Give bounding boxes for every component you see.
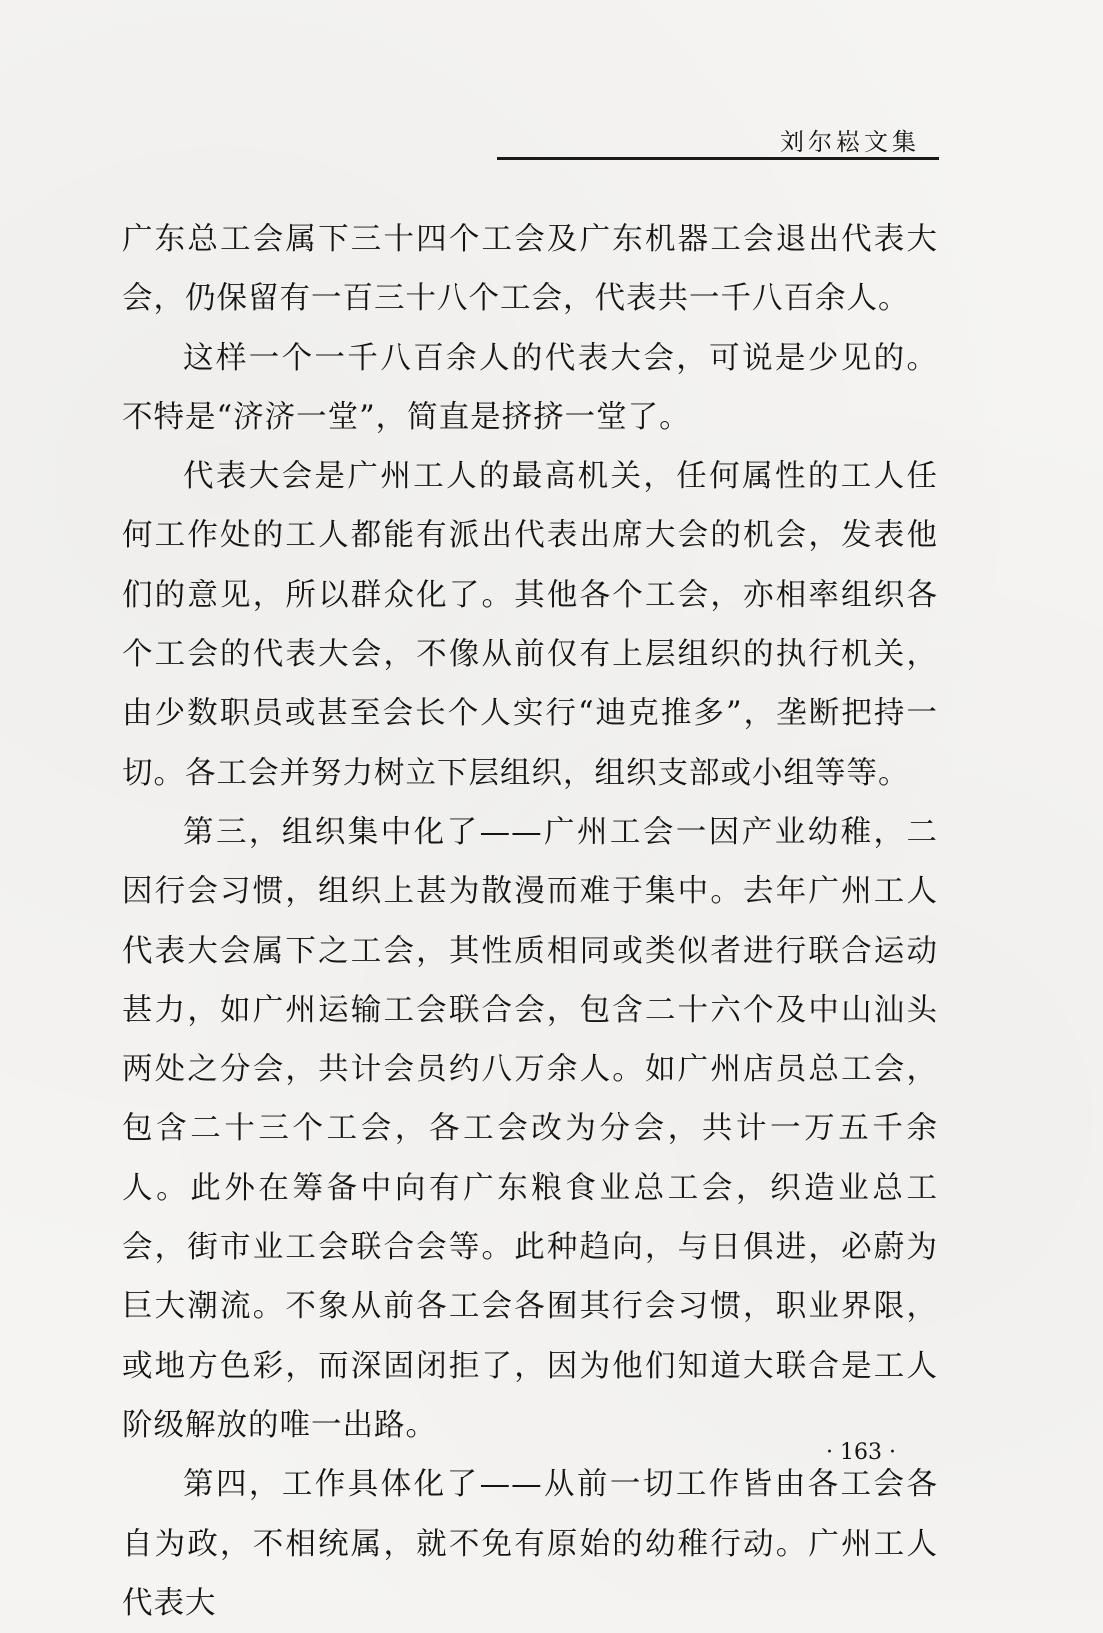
paragraph-1: 广东总工会属下三十四个工会及广东机器工会退出代表大会，仍保留有一百三十八个工会，代表共一千八百余人。 <box>122 222 938 317</box>
header-rule <box>497 157 939 160</box>
running-head-title: 刘尔崧文集 <box>780 128 920 156</box>
paragraph-5: 第四，工作具体化了——从前一切工作皆由各工会各自为政，不相统属，就不免有原始的幼稚行动。广州工人代表大 <box>122 1467 938 1621</box>
page-number: · 163 · <box>826 1440 896 1465</box>
body-text <box>122 210 938 1633</box>
paragraph-3: 代表大会是广州工人的最高机关，任何属性的工人任何工作处的工人都能有派出代表出席大会的机会，发表他们的意见，所以群众化了。其他各个工会，亦相率组织各个工会的代表大会，不像从前仅有上层组织的执行机关，由少数职员或甚至会长个人实行“迪克推多”，垄断把持一切。各工会并努力树立下层组织，组织支部或小组等等。 <box>122 459 938 791</box>
paragraph-4: 第三，组织集中化了——广州工会一因产业幼稚，二因行会习惯，组织上甚为散漫而难于集中。去年广州工人代表大会属下之工会，其性质相同或类似者进行联合运动甚力，如广州运输工会联合会，包含二十六个及中山汕头两处之分会，共计会员约八万余人。如广州店员总工会，包含二十三个工会，各工会改为分会，共计一万五千余人。此外在筹备中向有广东粮食业总工会，织造业总工会，街市业工会联合会等。此种趋向，与日俱进，必蔚为巨大潮流。不象从前各工会各囿其行会习惯，职业界限，或地方色彩，而深固闭拒了，因为他们知道大联合是工人阶级解放的唯一出路。 <box>122 814 938 1443</box>
paragraph-2: 这样一个一千八百余人的代表大会，可说是少见的。不特是“济济一堂”，简直是挤挤一堂了。 <box>122 340 938 435</box>
